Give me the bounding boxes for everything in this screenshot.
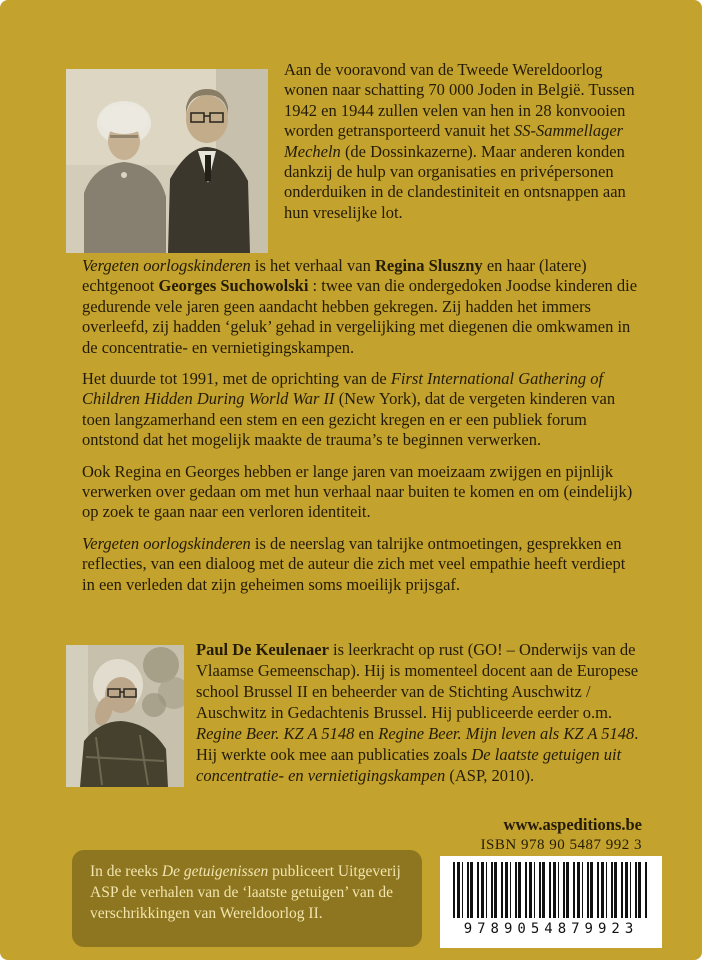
series-box	[72, 850, 422, 947]
couple-photo-image	[66, 69, 268, 253]
intro-paragraph: Aan de vooravond van de Tweede Wereldoorlog wonen naar schatting 70 000 Joden in België. Tussen 1942 en 1944 zullen velen van hen in 28 konvooien worden getransporteerd vanuit het SS-Sammellager Mecheln (de Dossinkazerne). Maar anderen konden dankzij de hulp van organisaties en privépersonen onderduiken in de clandestiniteit en ontsnappen aan hun vreselijke lot.	[284, 60, 635, 222]
series-text: In de reeks De getuigenissen publiceert Uitgeverij ASP de verhalen van de ‘laatste getuigen’ van de verschrikkingen van Wereldoorlog II.	[90, 863, 401, 922]
author-photo-image	[66, 645, 184, 787]
barcode-number: 9789054879923	[463, 921, 639, 937]
author-photo	[66, 645, 184, 787]
publisher-website: www.aspeditions.be	[503, 815, 642, 834]
author-bio: Paul De Keulenaer is leerkracht op rust (GO! – Onderwijs van de Vlaamse Gemeenschap). Hij is momenteel docent aan de Europese school Brussel II en beheerder van de Stichting Auschwitz / Auschwitz in Gedachtenis Brussel. Hij publiceerde eerder o.m. Regine Beer. KZ A 5148 en Regine Beer. Mijn leven als KZ A 5148. Hij werkte ook mee aan publicaties zoals De laatste getuigen uit concentratie- en vernietigingskampen (ASP, 2010).	[196, 640, 639, 785]
couple-photo	[66, 69, 268, 253]
story-paragraph-1: Vergeten oorlogskinderen is het verhaal van Regina Sluszny en haar (latere) echtgenoot Georges Suchowolski : twee van die ondergedoken Joodse kinderen die gedurende vele jaren geen aandacht hebben gekregen. Zij hadden het immers overleefd, zij hadden ‘geluk’ gehad in vergelijking met diegenen die omkwamen in de concentratie- en vernietigingskampen.	[82, 256, 638, 357]
story-paragraph-3: Ook Regina en Georges hebben er lange jaren van moeizaam zwijgen en pijnlijk verwerken over gedaan om met hun verhaal naar buiten te komen en om (eindelijk) op zoek te gaan naar een verloren identiteit.	[82, 461, 633, 522]
barcode	[440, 856, 662, 948]
barcode-bars	[453, 862, 649, 918]
story-paragraph-4: Vergeten oorlogskinderen is de neerslag van talrijke ontmoetingen, gesprekken en reflecties, van een dialoog met de auteur die zich met veel empathie heeft verdiept in een verleden dat zijn geheimen soms moeilijk prijsgaf.	[82, 533, 626, 594]
isbn-text: ISBN 978 90 5487 992 3	[480, 837, 642, 853]
body-text	[82, 256, 642, 606]
story-paragraph-2: Het duurde tot 1991, met de oprichting van de First International Gathering of Children Hidden During World War II (New York), dat de vergeten kinderen van toen langzamerhand een stem en een gezicht kregen en er een publiek forum ontstond dat het mogelijk maakte de trauma’s te beginnen verwerken.	[82, 369, 616, 450]
